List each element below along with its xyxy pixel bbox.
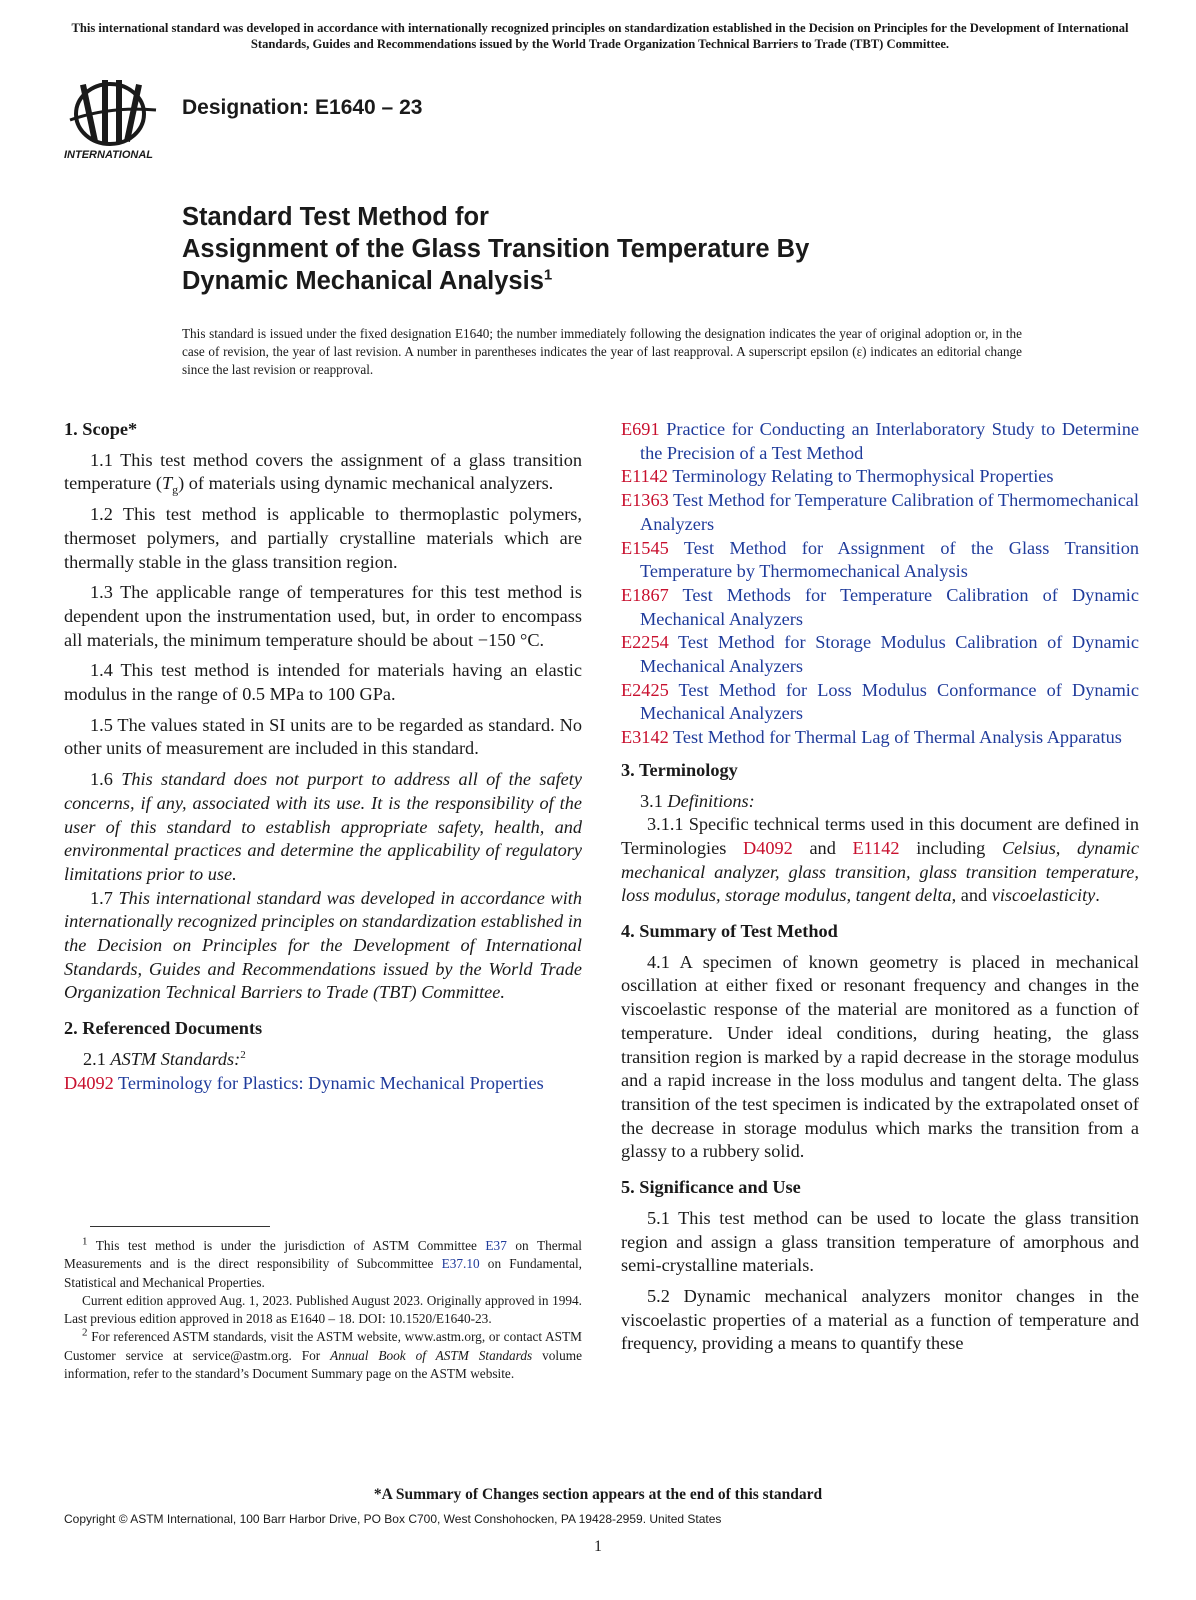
link-e1142[interactable]: E1142: [852, 837, 900, 858]
definitions-subheading: 3.1 Definitions:: [640, 790, 755, 811]
para-3-1-1: 3.1.1 Specific technical terms used in this document are defined in Terminologies D4092 and E1142 including Celsius, dynamic mechanical analyzer, glass transition, glass transition temperature, loss modulus, storage modulus, tangent delta, and viscoelasticity.: [621, 814, 1139, 906]
footnote-1: $^1$ This test method is under the jurisdiction of ASTM Committee E37 on Thermal Measurements and is the direct responsibility of Subcommittee E37.10 on Fundamental, Statistical and Mechanical Properties.: [64, 1235, 583, 1290]
left-column: [64, 418, 582, 1095]
page-number: 1: [594, 1538, 602, 1555]
title-line-2: Assignment of the Glass Transition Temperature By: [182, 235, 810, 263]
ref-item-e1363[interactable]: E1363 Test Method for Temperature Calibration of Thermomechanical Analyzers: [621, 490, 1139, 534]
para-5-1: 5.1 This test method can be used to locate the glass transition region and assign a glass transition temperature of amorphous and semi-crystalline materials.: [621, 1207, 1139, 1276]
para-1-5: 1.5 The values stated in SI units are to be regarded as standard. No other units of measurement are included in this standard.: [64, 714, 582, 759]
para-1-2: 1.2 This test method is applicable to thermoplastic polymers, thermoset polymers, and partially crystalline materials which are thermally stable in the glass transition region.: [64, 504, 582, 572]
refdocs-heading: 2. Referenced Documents: [64, 1018, 263, 1039]
astm-logo: [64, 76, 168, 168]
title-footnote-mark: 1: [543, 266, 553, 284]
para-1-6: 1.6 This standard does not purport to address all of the safety concerns, if any, associated with its use. It is the responsibility of the user of this standard to establish appropriate safety, health, and environmental practices and determine the applicability of regulatory limitations prior to use.: [64, 769, 582, 884]
ref-item-d4092[interactable]: D4092 Terminology for Plastics: Dynamic Mechanical Properties: [64, 1072, 544, 1093]
summary-heading: 4. Summary of Test Method: [621, 921, 838, 942]
para-4-1: 4.1 A specimen of known geometry is placed in mechanical oscillation at either fixed or resonant frequency and changes in the viscoelastic response of the material are monitored as a function of temperature. Under ideal conditions, during heating, the glass transition region is marked by a rapid decrease in the storage modulus and a rapid increase in the loss modulus and tangent delta. The glass transition of the test specimen is indicated by the extrapolated onset of the decrease in storage modulus which marks the transition from a glassy to a rubbery solid.: [621, 951, 1139, 1162]
footnote-2: $^2$ For referenced ASTM standards, visit the ASTM website, www.astm.org, or contact ASTM Customer service at service@astm.org. For Annual Book of ASTM Standards volume information, refer to the standard’s Document Summary page on the ASTM website.: [64, 1327, 582, 1382]
ref-item-e691[interactable]: E691 Practice for Conducting an Interlaboratory Study to Determine the Precision of a Test Method: [621, 419, 1139, 463]
ref-item-e1545[interactable]: E1545 Test Method for Assignment of the Glass Transition Temperature by Thermomechanical Analysis: [621, 537, 1139, 582]
para-1-7: 1.7 This international standard was developed in accordance with internationally recognized principles on standardization established in the Decision on Principles for the Development of International Standards, Guides and Recommendations issued by the World Trade Organization Technical Barriers to Trade (TBT) Committee.: [64, 887, 583, 1003]
issuance-note: This standard is issued under the fixed designation E1640; the number immediately following the designation indicates the year of original adoption or, in the case of revision, the year of last revision. A number in parentheses indicates the year of last reapproval. A superscript epsilon (ε) indicates an editorial change since the last revision or reapproval.: [182, 326, 1022, 377]
summary-of-changes-note: *A Summary of Changes section appears at the end of this standard: [373, 1486, 823, 1503]
link-e37[interactable]: E37: [485, 1238, 507, 1253]
footnote-divider: [90, 1226, 270, 1227]
ref-item-e2254[interactable]: E2254 Test Method for Storage Modulus Calibration of Dynamic Mechanical Analyzers: [621, 632, 1139, 677]
title-line-1: Standard Test Method for: [182, 203, 489, 231]
para-1-3: 1.3 The applicable range of temperatures for this test method is dependent upon the instrumentation used, but, in order to encompass all materials, the minimum temperature should be about −150 °C.: [64, 582, 582, 650]
top-notice: This international standard was developed in accordance with internationally recognized principles on standardization established in the Decision on Principles for the Development of International Standards, Guides and Recommendations issued by the World Trade Organization Technical Barriers to Trade (TBT) Committee.: [71, 21, 1129, 51]
link-e37-10[interactable]: E37.10: [441, 1256, 480, 1272]
para-1-1: 1.1 This test method covers the assignment of a glass transition temperature $(T_g)$ of materials using dynamic mechanical analyzers.: [64, 449, 582, 498]
ref-item-e2425[interactable]: E2425 Test Method for Loss Modulus Conformance of Dynamic Mechanical Analyzers: [621, 679, 1140, 724]
document-title: [182, 201, 809, 297]
link-d4092[interactable]: D4092: [743, 837, 793, 858]
significance-heading: 5. Significance and Use: [621, 1177, 801, 1198]
para-1-4: 1.4 This test method is intended for materials having an elastic modulus in the range of 0.5 MPa to 100 GPa.: [64, 660, 582, 705]
scope-heading: 1. Scope*: [64, 419, 138, 439]
ref-item-e1867[interactable]: E1867 Test Methods for Temperature Calibration of Dynamic Mechanical Analyzers: [621, 584, 1139, 629]
terminology-heading: 3. Terminology: [621, 759, 738, 780]
footnote-1-edition: Current edition approved Aug. 1, 2023. Published August 2023. Originally approved in 1994. Last previous edition approved in 2018 as E1640 – 18. DOI: 10.1520/E1640-23.: [64, 1292, 582, 1327]
para-5-2: 5.2 Dynamic mechanical analyzers monitor changes in the viscoelastic properties of a material as a function of temperature and frequency, providing a means to quantify these: [621, 1285, 1139, 1354]
ref-item-e3142[interactable]: E3142 Test Method for Thermal Lag of Thermal Analysis Apparatus: [621, 727, 1122, 748]
designation: Designation: E1640 – 23: [182, 96, 423, 119]
astm-standards-subheading: 2.1 ASTM Standards:$^2$: [83, 1048, 246, 1069]
ref-item-e1142[interactable]: E1142 Terminology Relating to Thermophysical Properties: [621, 466, 1054, 487]
title-line-3: Dynamic Mechanical Analysis: [182, 267, 544, 295]
footnotes: [64, 1237, 582, 1383]
right-column: [621, 418, 1139, 1363]
logo-sub: INTERNATIONAL: [64, 149, 154, 161]
copyright: Copyright © ASTM International, 100 Barr Harbor Drive, PO Box C700, West Conshohocken, PA 19428-2959. United States: [64, 1512, 722, 1526]
